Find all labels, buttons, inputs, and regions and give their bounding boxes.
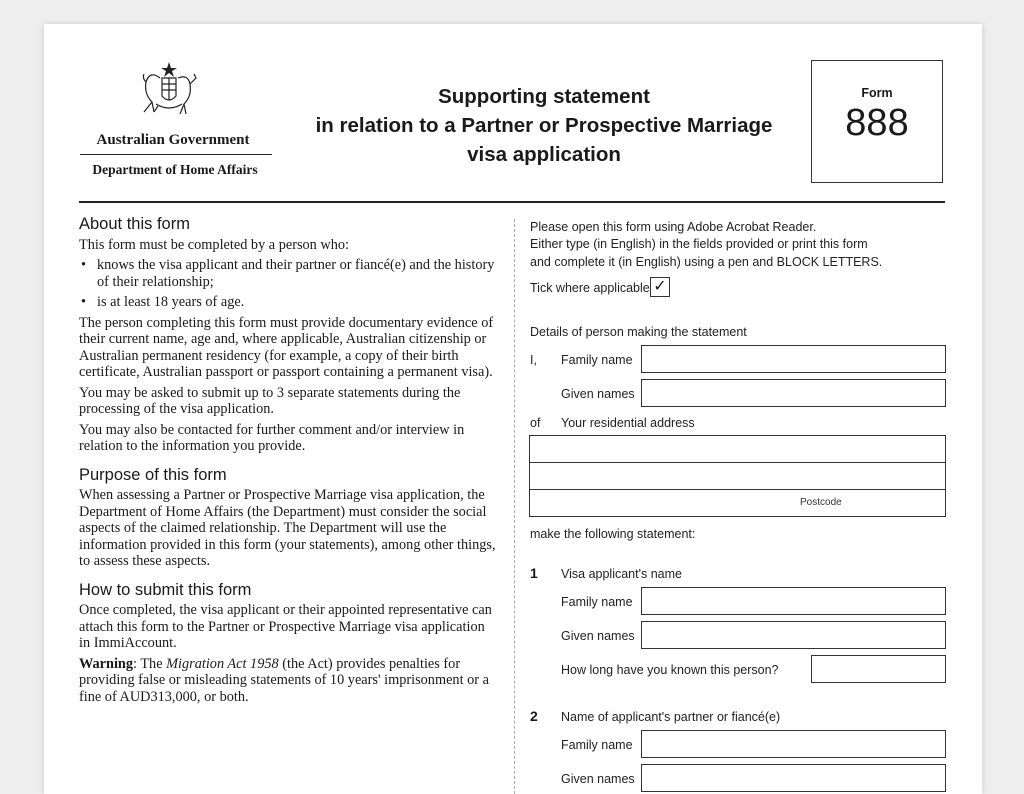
q1-given-names-label: Given names [561,629,635,643]
tick-example-checkbox[interactable]: ✓ [650,277,670,297]
about-bullet: • is at least 18 years of age. [79,294,499,311]
column-divider [514,219,515,794]
q1-family-name-label: Family name [561,595,633,609]
person-given-names-label: Given names [561,387,635,401]
form-number: 888 [845,102,909,144]
form-title-line-2: in relation to a Partner or Prospective Marriage [315,114,773,137]
submit-text: Once completed, the visa applicant or their appointed representative can attach this form to the Partner or Prospective Marriage visa application in ImmiAccount. [79,602,492,651]
prefix-of: of [530,416,541,430]
person-family-name-input[interactable] [641,345,946,373]
left-column [79,216,499,717]
tick-label: Tick where applicable [530,281,650,295]
act-name: Migration Act 1958 [166,655,279,672]
submit-section [79,582,499,706]
form-title-line-1: Supporting statement [438,85,650,108]
form-label: Form [861,86,893,100]
about-para: The person completing this form must provide documentary evidence of their current name, age and, where applicable, Australian citizenship or Australian permanent residency (for example, a copy of their birth certificate, Australian passport or passport containing a permanent visa). [79,314,494,380]
q1-family-name-input[interactable] [641,587,946,615]
address-line-2-input[interactable] [529,462,946,490]
postcode-label: Postcode [800,497,842,508]
instructions-line-3: and complete it (in English) using a pen and BLOCK LETTERS. [530,255,883,269]
about-intro: This form must be completed by a person who: [79,236,350,253]
person-given-names-input[interactable] [641,379,946,407]
warning-text [79,656,499,706]
q2-family-name-label: Family name [561,738,633,752]
about-heading: About this form [79,215,190,233]
instructions-line-1: Please open this form using Adobe Acrobat Reader. [530,220,817,234]
q2-family-name-input[interactable] [641,730,946,758]
purpose-section [79,467,499,570]
about-para: You may also be contacted for further comment and/or interview in relation to the information you provide. [79,421,465,454]
warning-label: Warning [79,655,134,672]
q1-given-names-input[interactable] [641,621,946,649]
warning-pre: : The [133,655,167,672]
purpose-text: When assessing a Partner or Prospective Marriage visa application, the Department of Home Affairs (the Department) must consider the social aspects of the claimed relationship. The Department will use the information provided in this form (your statements), among other things, to assess these aspects. [79,487,496,569]
about-para: You may be asked to submit up to 3 separate statements during the processing of the visa application. [79,384,461,417]
coat-of-arms-icon [134,60,204,120]
q1-known-duration-input[interactable] [811,655,946,683]
question-2-label: Name of applicant's partner or fiancé(e) [561,710,781,724]
government-name: Australian Government [96,132,250,148]
warning-post: (the Act) provides penalties for providing false or misleading statements of 10 years' imprisonment or a fine of AUD313,000, or both. [79,655,489,705]
purpose-heading: Purpose of this form [79,465,227,484]
address-line-3-input[interactable] [529,489,946,517]
address-label: Your residential address [561,416,695,430]
question-1-label: Visa applicant's name [561,567,682,581]
department-name: Department of Home Affairs [92,162,258,177]
submit-heading: How to submit this form [79,580,252,599]
q2-given-names-label: Given names [561,772,635,786]
prefix-i: I, [530,353,537,367]
form-number-box [811,60,943,183]
address-line-1-input[interactable] [529,435,946,463]
about-section [79,216,499,455]
person-heading: Details of person making the statement [530,325,747,339]
header-rule [79,201,945,203]
about-bullet: • knows the visa applicant and their partner or fiancé(e) and the history of their relationship; [79,257,499,290]
q1-known-label: How long have you known this person? [561,663,779,677]
statement-intro: make the following statement: [530,527,696,541]
form-title-line-3: visa application [467,143,621,166]
form-page [44,24,982,794]
government-rule [80,154,272,155]
question-1-number: 1 [530,565,538,581]
q2-given-names-input[interactable] [641,764,946,792]
about-bullets [79,257,499,311]
instructions-line-2: Either type (in English) in the fields provided or print this form [530,237,868,251]
question-2-number: 2 [530,708,538,724]
person-family-name-label: Family name [561,353,633,367]
form-title [264,82,824,169]
